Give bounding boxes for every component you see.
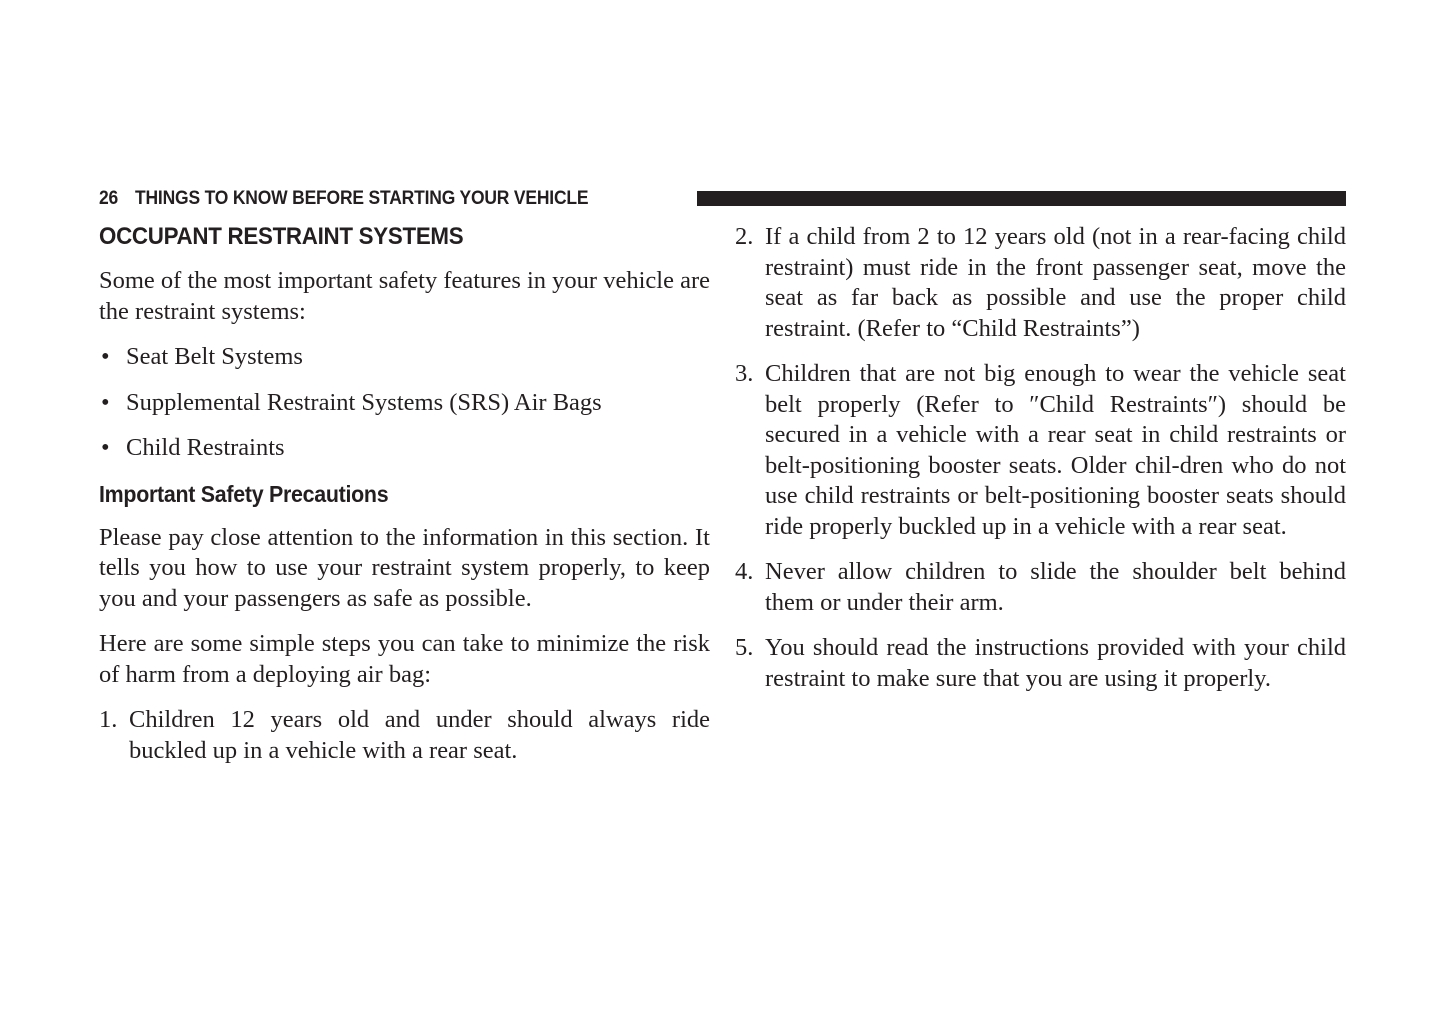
steps-intro-paragraph: Here are some simple steps you can take to minimize the risk of harm from a deploying air bag:: [99, 630, 710, 688]
bullet-icon: •: [101, 343, 110, 370]
step-text: If a child from 2 to 12 years old (not in a rear-facing child restraint) must ride in the front passenger seat, move the seat as far back as possible and use the proper child restraint. (Refer to “Child Restraints”): [765, 223, 1346, 342]
step-item: [735, 359, 1346, 542]
list-item: [99, 388, 710, 419]
step-text: Children that are not big enough to wear the vehicle seat belt properly (Refer to ″Child Restraints″) should be secured in a vehicle with a rear seat in child restraints or belt-positioning booster seats. Older chil-dren who do not use child restraints or belt-positioning booster seats should ride properly buckled up in a vehicle with a rear seat.: [765, 360, 1346, 540]
bullet-icon: •: [101, 388, 110, 416]
list-item-label: Child Restraints: [126, 434, 285, 461]
step-number: 5.: [735, 634, 754, 661]
right-column: [735, 222, 1346, 709]
step-item: [735, 222, 1346, 344]
header-rule-bar: [697, 191, 1346, 206]
list-item: [99, 342, 710, 373]
step-text: You should read the instructions provided with your child restraint to make sure that you are using it properly.: [765, 634, 1346, 692]
step-item: [735, 557, 1346, 618]
step-number: 1.: [99, 706, 118, 733]
page-number: 26: [99, 188, 119, 209]
step-item: [99, 705, 710, 766]
list-item-label: Seat Belt Systems: [126, 343, 303, 370]
step-item: [735, 633, 1346, 694]
list-item-label: Supplemental Restraint Systems (SRS) Air Bags: [126, 388, 602, 416]
subsection-heading: Important Safety Precautions: [99, 480, 389, 507]
step-number: 2.: [735, 223, 754, 250]
section-heading: OCCUPANT RESTRAINT SYSTEMS: [99, 223, 464, 250]
chapter-title: THINGS TO KNOW BEFORE STARTING YOUR VEHICLE: [134, 188, 589, 209]
precautions-paragraph: Please pay close attention to the information in this section. It tells you how to use your restraint system properly, to keep you and your passengers as safe as possible.: [99, 523, 710, 612]
step-text: Never allow children to slide the shoulder belt behind them or under their arm.: [765, 558, 1346, 616]
intro-paragraph: Some of the most important safety features in your vehicle are the restraint systems:: [99, 267, 710, 325]
restraint-systems-list: [99, 342, 710, 464]
step-text: Children 12 years old and under should always ride buckled up in a vehicle with a rear seat.: [129, 706, 710, 764]
left-column: [99, 222, 710, 781]
step-number: 3.: [735, 360, 754, 387]
bullet-icon: •: [101, 434, 110, 461]
safety-steps-list-continued: [735, 222, 1346, 694]
safety-steps-list: [99, 705, 710, 766]
list-item: [99, 433, 710, 464]
step-number: 4.: [735, 558, 754, 585]
